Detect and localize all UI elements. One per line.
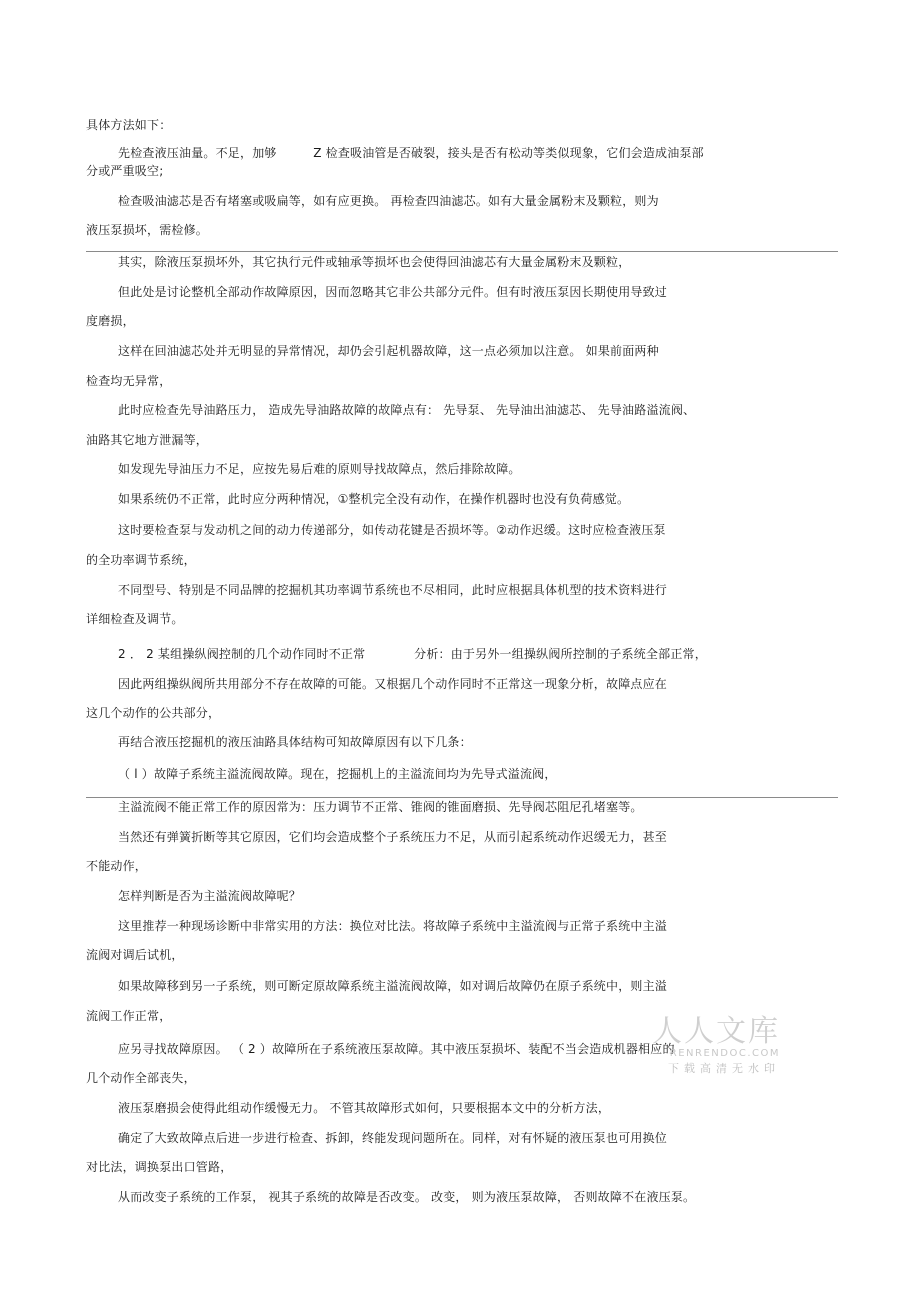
text-line: 如果系统仍不正常，此时应分两种情况，①整机完全没有动作，在操作机器时也没有负荷感觉。 [118,492,630,506]
text-line: 检查吸油滤芯是否有堵塞或吸扁等，如有应更换。 再检查四油滤芯。如有大量金属粉末及颗粒，则为 [118,194,659,208]
text-line: 从而改变子系统的工作泵， 视其子系统的故障是否改变。 改变， 则为液压泵故障， 否则故障不在液压泵。 [118,1190,696,1204]
text-line: 主溢流阀不能正常工作的原因常为：压力调节不正常、锥阀的锥面磨损、先导阀芯阻尼孔堵塞等。 [118,800,643,814]
watermark-logo [640,1016,780,1076]
text-line: 这几个动作的公共部分， [86,706,221,720]
text-line: 度磨损， [86,314,135,328]
text-line: 不能动作， [86,859,148,873]
text-line: 其实，除液压泵损坏外，其它执行元件或轴承等损坏也会使得回油滤芯有大量金属粉末及颗粒， [118,255,631,269]
text-line: 详细检查及调节。 [86,612,184,626]
text-line: 如发现先导油压力不足，应按先易后难的原则导找故障点，然后排除故障。 [118,462,521,476]
text-line: 几个动作全部丧失， [86,1071,196,1085]
text-line: 但此处是讨论整机全部动作故障原因，因而忽略其它非公共部分元件。但有时液压泵因长期使用导致过 [118,285,668,299]
text-line: 先检查液压油量。不足，加够 Z 检查吸油管是否破裂，接头是否有松动等类似现象，它们会造成油泵部 [118,146,704,160]
text-line: 不同型号、特别是不同品牌的挖掘机其功率调节系统也不尽相同，此时应根据具体机型的技术资料进行 [118,583,668,597]
text-line: 确定了大致故障点后进一步进行检查、拆卸，终能发现问题所在。同样，对有怀疑的液压泵也可用换位 [118,1131,668,1145]
text-line: 检查均无异常， [86,374,172,388]
text-line: 应另寻找故障原因。 （ 2 ）故障所在子系统液压泵故障。其中液压泵损坏、装配不当会造成机器相应的 [118,1042,675,1056]
watermark-url: RENRENDOC.COM [669,1048,780,1059]
text-line: 流阀对调后试机， [86,948,184,962]
text-line: 液压泵损坏，需检修。 [86,223,209,237]
watermark-subtitle: 下载高清无水印 [668,1062,780,1075]
text-line: 具体方法如下： [86,118,172,132]
watermark-title: 人人文库 [652,1014,780,1049]
text-line: 因此两组操纵阀所共用部分不存在故障的可能。又根据几个动作同时不正常这一现象分析，故障点应在 [118,677,668,691]
text-line: 流阀工作正常， [86,1009,172,1023]
page-divider [86,251,838,252]
section-heading: 2 ． 2 某组操纵阀控制的几个动作同时不正常 分析：由于另外一组操纵阀所控制的子系统全部正常， [118,647,707,661]
text-line: 的全功率调节系统， [86,553,196,567]
text-line: 再结合液压挖掘机的液压油路具体结构可知故障原因有以下几条： [118,735,472,749]
text-line: 油路其它地方泄漏等， [86,433,209,447]
text-line: 如果故障移到另一子系统，则可断定原故障系统主溢流阀故障，如对调后故障仍在原子系统中，则主溢 [118,979,668,993]
text-line: （ l ）故障子系统主溢流阀故障。现在，挖掘机上的主溢流间均为先导式溢流阀， [118,767,557,781]
text-line: 此时应检查先导油路压力， 造成先导油路故障的故障点有： 先导泵、 先导油出油滤芯、 先导油路溢流阀、 [118,403,696,417]
text-line: 对比法，调换泵出口管路， [86,1160,233,1174]
text-line: 这里推荐一种现场诊断中非常实用的方法：换位对比法。将故障子系统中主溢流阀与正常子系统中主溢 [118,919,668,933]
text-line: 怎样判断是否为主溢流阀故障呢？ [118,889,302,903]
text-line: 液压泵磨损会使得此组动作缓慢无力。 不管其故障形式如何，只要根据本文中的分析方法， [118,1101,611,1115]
text-line: 这时要检查泵与发动机之间的动力传递部分，如传动花键是否损坏等。②动作迟缓。这时应检查液压泵 [118,523,666,537]
page-divider [86,797,838,798]
text-line: 这样在回油滤芯处并无明显的异常情况，却仍会引起机器故障，这一点必须加以注意。 如果前面两种 [118,344,659,358]
text-line: 当然还有弹簧折断等其它原因，它们均会造成整个子系统压力不足，从而引起系统动作迟缓无力，甚至 [118,830,668,844]
text-line: 分或严重吸空; [86,164,164,178]
